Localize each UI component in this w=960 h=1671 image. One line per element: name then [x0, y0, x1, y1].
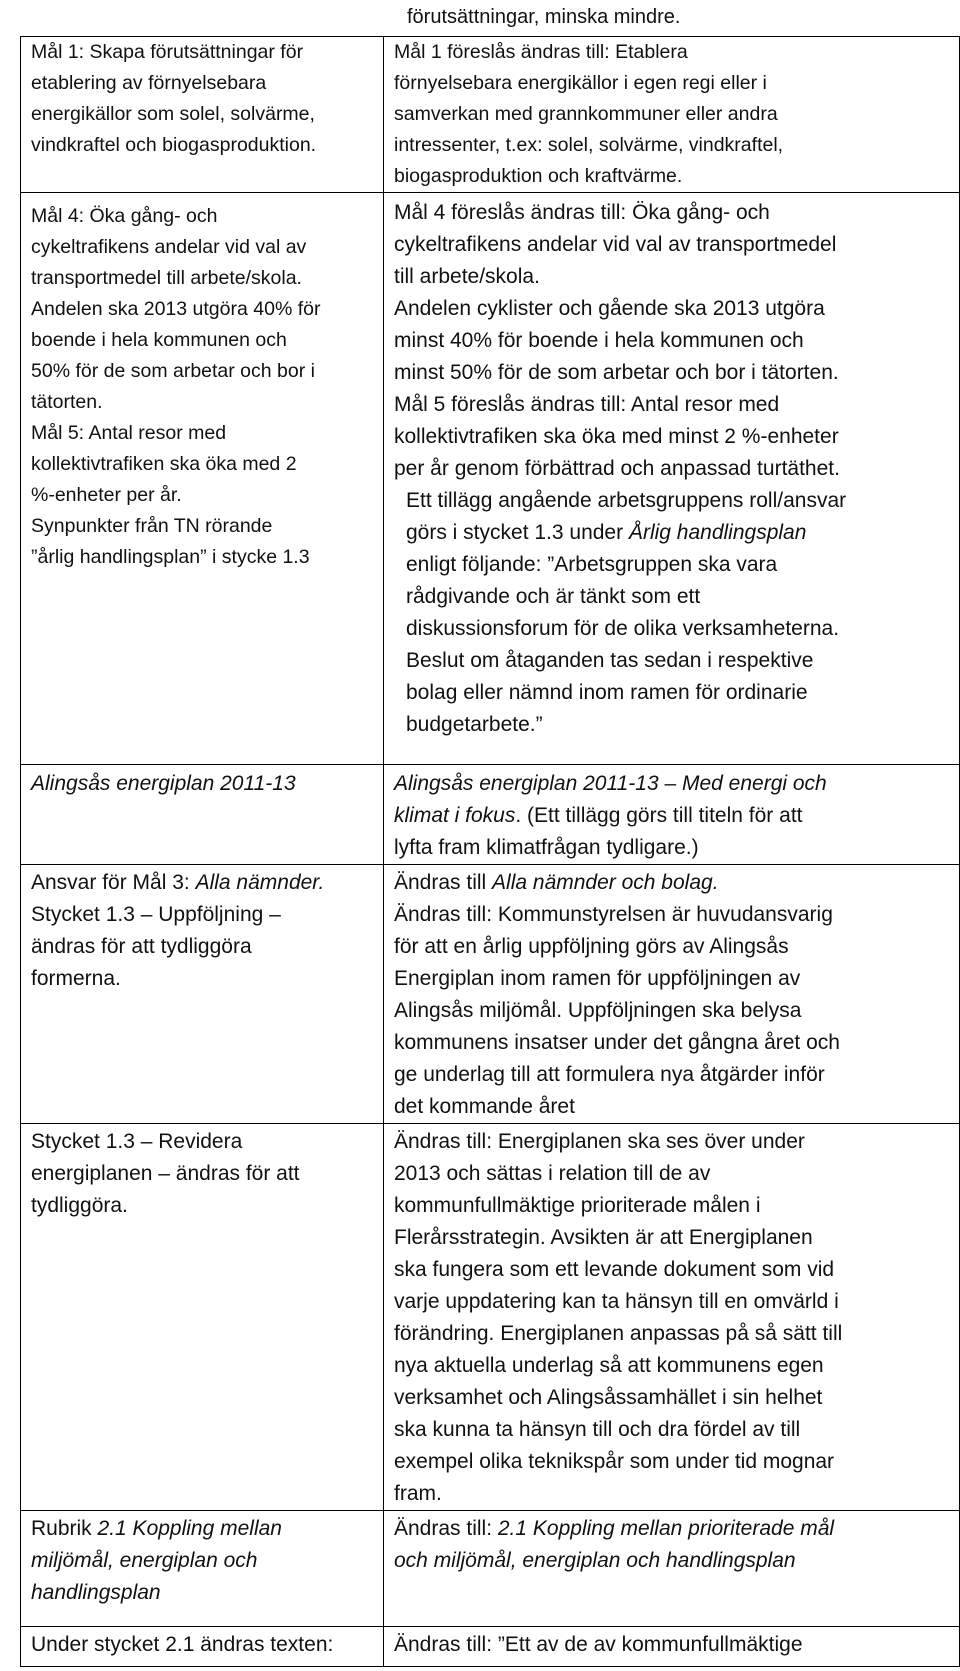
text-line: Mål 5 föreslås ändras till: Antal resor med — [394, 393, 780, 416]
text-line: Ändras till: Energiplanen ska ses över under — [394, 1130, 805, 1153]
text-span: . (Ett tillägg görs till titeln för att — [515, 804, 803, 827]
text-line: budgetarbete.” — [406, 713, 543, 736]
text-line: Mål 1: Skapa förutsättningar för — [31, 41, 304, 63]
text-line: vindkraftel och biogasproduktion. — [31, 134, 317, 156]
text-line: Alingsås miljömål. Uppföljningen ska belysa — [394, 999, 802, 1022]
italic-title: Alingsås energiplan 2011-13 – Med energi och — [394, 772, 827, 795]
text-line: cykeltrafikens andelar vid val av transportmedel — [394, 233, 837, 256]
text-span: Ansvar för Mål 3: — [31, 871, 196, 894]
text-line: Ändras till: Kommunstyrelsen är huvudansvarig — [394, 903, 833, 926]
text-line: exempel olika teknikspår som under tid mognar — [394, 1450, 835, 1473]
text-line: fram. — [394, 1482, 442, 1505]
text-line: kommunfullmäktige prioriterade målen i — [394, 1194, 761, 1217]
continuation-text: förutsättningar, minska mindre. — [407, 6, 681, 28]
table-row — [21, 1124, 960, 1511]
left-cell — [21, 1124, 384, 1511]
text-span: Rubrik — [31, 1517, 98, 1540]
text-line: till arbete/skola. — [394, 265, 540, 288]
italic-text: Alla nämnder. — [195, 871, 325, 894]
text-line: Beslut om åtaganden tas sedan i respektive — [406, 649, 814, 672]
text-line: Andelen ska 2013 utgöra 40% för — [31, 298, 321, 320]
text-line: ska kunna ta hänsyn till och dra fördel av till — [394, 1418, 801, 1441]
text-line: nya aktuella underlag så att kommunens egen — [394, 1354, 824, 1377]
italic-title: klimat i fokus — [394, 804, 516, 827]
text-line: transportmedel till arbete/skola. — [31, 267, 302, 289]
text-line: kommunens insatser under det gångna året och — [394, 1031, 840, 1054]
text-line: 50% för de som arbetar och bor i — [31, 360, 315, 382]
text-line: Under stycket 2.1 ändras texten: — [31, 1633, 334, 1656]
text-line: 2013 och sättas i relation till de av — [394, 1162, 711, 1185]
text-line: intressenter, t.ex: solel, solvärme, vindkraftel, — [394, 134, 784, 156]
text-line: kollektivtrafiken ska öka med 2 — [31, 453, 297, 475]
text-line: förnyelsebara energikällor i egen regi eller i — [394, 72, 767, 94]
text-line: enligt följande: ”Arbetsgruppen ska vara — [406, 553, 778, 576]
text-line: tydliggöra. — [31, 1194, 128, 1217]
text-line: tätorten. — [31, 391, 103, 413]
text-line: formerna. — [31, 967, 121, 990]
right-cell — [384, 37, 960, 193]
continuation-line — [0, 0, 960, 36]
italic-heading: handlingsplan — [31, 1581, 161, 1604]
text-line: bolag eller nämnd inom ramen för ordinarie — [406, 681, 808, 704]
right-cell — [384, 765, 960, 865]
text-line: Flerårsstrategin. Avsikten är att Energiplanen — [394, 1226, 813, 1249]
table-row — [21, 765, 960, 865]
table-row — [21, 1627, 960, 1667]
text-line: lyfta fram klimatfrågan tydligare.) — [394, 836, 699, 859]
text-line: energiplanen – ändras för att — [31, 1162, 300, 1185]
italic-text: Alla nämnder och bolag. — [492, 871, 719, 894]
text-line: etablering av förnyelsebara — [31, 72, 267, 94]
text-line: Stycket 1.3 – Revidera — [31, 1130, 243, 1153]
text-line: Ett tillägg angående arbetsgruppens roll/ansvar — [406, 489, 847, 512]
italic-heading: och miljömål, energiplan och handlingsplan — [394, 1549, 796, 1572]
text-line: ska fungera som ett levande dokument som vid — [394, 1258, 835, 1281]
right-cell — [384, 193, 960, 765]
left-cell — [21, 1627, 384, 1667]
italic-title: Alingsås energiplan 2011-13 — [31, 772, 296, 795]
text-line: kollektivtrafiken ska öka med minst 2 %-enheter — [394, 425, 839, 448]
italic-heading: 2.1 Koppling mellan prioriterade mål — [497, 1517, 835, 1540]
text-span: Ändras till: — [394, 1517, 498, 1540]
text-line: boende i hela kommunen och — [31, 329, 287, 351]
text-line: verksamhet och Alingsåssamhället i sin helhet — [394, 1386, 823, 1409]
left-cell — [21, 765, 384, 865]
amendment-table — [20, 36, 960, 1667]
text-line: det kommande året — [394, 1095, 575, 1118]
table-row — [21, 193, 960, 765]
right-cell — [384, 1511, 960, 1627]
table-row — [21, 1511, 960, 1627]
text-line: för att en årlig uppföljning görs av Alingsås — [394, 935, 789, 958]
text-line: Mål 1 föreslås ändras till: Etablera — [394, 41, 688, 63]
text-span: görs i stycket 1.3 under — [406, 521, 629, 544]
text-line: ge underlag till att formulera nya åtgärder inför — [394, 1063, 825, 1086]
text-line: Energiplan inom ramen för uppföljningen av — [394, 967, 801, 990]
right-cell — [384, 1627, 960, 1667]
text-line: Synpunkter från TN rörande — [31, 515, 273, 537]
text-line — [394, 517, 955, 549]
text-line: Andelen cyklister och gående ska 2013 utgöra — [394, 297, 825, 320]
left-cell — [21, 37, 384, 193]
text-line: förändring. Energiplanen anpassas på så sätt till — [394, 1322, 843, 1345]
text-line: biogasproduktion och kraftvärme. — [394, 165, 683, 187]
left-cell — [21, 865, 384, 1124]
text-line: Mål 4: Öka gång- och — [31, 205, 218, 227]
text-line: energikällor som solel, solvärme, — [31, 103, 315, 125]
text-line: Stycket 1.3 – Uppföljning – — [31, 903, 281, 926]
text-line: samverkan med grannkommuner eller andra — [394, 103, 778, 125]
text-line: ”årlig handlingsplan” i stycke 1.3 — [31, 546, 310, 568]
text-line: per år genom förbättrad och anpassad turtäthet. — [394, 457, 840, 480]
table-row — [21, 865, 960, 1124]
text-line: Mål 4 föreslås ändras till: Öka gång- och — [394, 201, 770, 224]
text-line: %-enheter per år. — [31, 484, 182, 506]
text-line: minst 40% för boende i hela kommunen och — [394, 329, 804, 352]
text-line: diskussionsforum för de olika verksamheterna. — [406, 617, 840, 640]
left-cell — [21, 1511, 384, 1627]
italic-heading: 2.1 Koppling mellan — [97, 1517, 282, 1540]
text-line: minst 50% för de som arbetar och bor i tätorten. — [394, 361, 839, 384]
left-cell — [21, 193, 384, 765]
right-cell — [384, 1124, 960, 1511]
text-line: Ändras till: ”Ett av de av kommunfullmäktige — [394, 1633, 803, 1656]
text-span: Ändras till — [394, 871, 493, 894]
text-line: varje uppdatering kan ta hänsyn till en omvärld i — [394, 1290, 839, 1313]
text-line: ändras för att tydliggöra — [31, 935, 252, 958]
text-line: cykeltrafikens andelar vid val av — [31, 236, 307, 258]
right-cell — [384, 865, 960, 1124]
text-line: rådgivande och är tänkt som ett — [406, 585, 701, 608]
italic-heading: miljömål, energiplan och — [31, 1549, 258, 1572]
italic-title: Årlig handlingsplan — [628, 521, 807, 544]
table-row — [21, 37, 960, 193]
text-line: Mål 5: Antal resor med — [31, 422, 227, 444]
